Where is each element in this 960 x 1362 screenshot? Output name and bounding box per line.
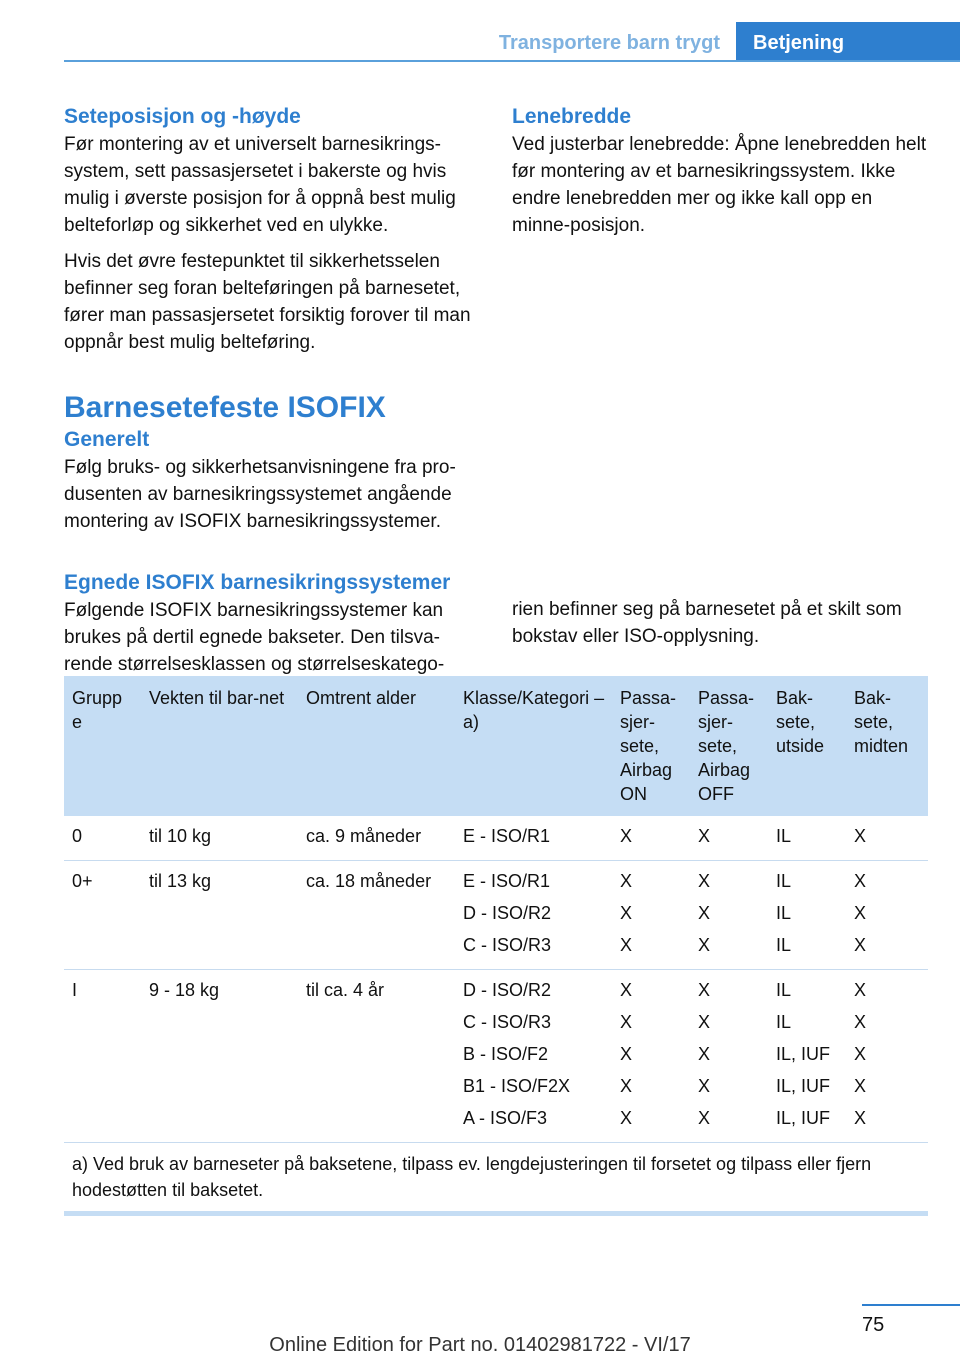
backrest-width-heading: Lenebredde <box>512 105 632 128</box>
general-heading: Generelt <box>64 428 150 451</box>
suitable-paragraph-left: Følgende ISOFIX barnesikringssystemer kan brukes på dertil egnede bakseter. Den tilsva-rende størrelsesklassen og størrelseskatego- <box>64 600 445 675</box>
table-header-cell: Bak-sete, midten <box>854 688 909 756</box>
page-number-rule <box>862 1304 960 1306</box>
table-cell: 0 <box>72 826 83 846</box>
table-cell: X <box>698 826 711 846</box>
table-header-cell: Vekten til bar-net <box>149 688 285 708</box>
suitable-isofix-heading: Egnede ISOFIX barnesikringssystemer <box>64 571 451 594</box>
general-paragraph: Følg bruks- og sikkerhetsanvisningene fra pro-dusenten av barnesikringssystemet angående montering av ISOFIX barnesikringssystemer. <box>64 457 456 532</box>
table-cell: 9 - 18 kg <box>149 980 220 1000</box>
table-header-cell: Omtrent alder <box>306 688 417 708</box>
table-header-row <box>64 676 928 816</box>
table-header-cell: Grupp e <box>72 688 123 732</box>
left-column-top <box>64 103 484 365</box>
table-cell: 0+ <box>72 871 93 891</box>
table-cell: X X X <box>698 871 711 955</box>
edition-footer: Online Edition for Part no. 01402981722 - VI/17 <box>269 1334 691 1356</box>
table-cell: til 13 kg <box>149 871 212 891</box>
suitable-paragraph-right: rien befinner seg på barnesetet på et skilt som bokstav eller ISO-opplysning. <box>512 599 902 647</box>
table-cell: X X X X X <box>854 980 867 1128</box>
table-cell: E - ISO/R1 D - ISO/R2 C - ISO/R3 <box>463 871 552 955</box>
table-cell: til ca. 4 år <box>306 980 385 1000</box>
table-cell: X X X <box>854 871 867 955</box>
table-cell: ca. 18 måneder <box>306 871 432 891</box>
table-cell: D - ISO/R2 C - ISO/R3 B - ISO/F2 B1 - ISO/F2X A - ISO/F3 <box>463 980 571 1128</box>
table-row <box>64 970 928 1143</box>
right-column-top <box>512 103 932 248</box>
table-cell: X X X X X <box>620 980 633 1128</box>
seat-position-paragraph-1: Før montering av et universelt barnesikrings-system, sett passasjersetet i bakerste og hvis mulig i øverste posisjon for å oppnå best mulig belteforløp og sikkerhet ved en ulykke. <box>64 134 456 236</box>
table-cell: IL IL IL <box>776 871 792 955</box>
table-cell: ca. 9 måneder <box>306 826 422 846</box>
table-cell: IL IL IL, IUF IL, IUF IL, IUF <box>776 980 831 1128</box>
suitable-section-right <box>512 596 932 659</box>
table-header-cell: Klasse/Kategori – a) <box>463 688 605 732</box>
table-cell: IL <box>776 826 792 846</box>
seat-position-heading: Seteposisjon og -høyde <box>64 105 301 128</box>
page-number: 75 <box>862 1314 885 1336</box>
table-footnote: a) Ved bruk av barneseter på baksetene, tilpass ev. lengdejusteringen til forsetet og tilpass eller fjern hodestøtten til baksetet. <box>64 1143 928 1216</box>
isofix-title: Barnesetefeste ISOFIX <box>64 391 386 424</box>
table-cell: X <box>620 826 633 846</box>
seat-position-paragraph-2: Hvis det øvre festepunktet til sikkerhetsselen befinner seg foran belteføringen på barnesetet, fører man passasjersetet forsiktig forover til man oppnår best mulig belteføring. <box>64 251 471 353</box>
table-cell: til 10 kg <box>149 826 212 846</box>
backrest-width-paragraph: Ved justerbar lenebredde: Åpne lenebredden helt før montering av et barnesikringssystem. Ikke endre lenebredden mer og ikke kall opp en minne-posisjon. <box>512 134 927 236</box>
header-rule <box>64 60 960 62</box>
table-row <box>64 861 928 970</box>
header-section-title: Transportere barn trygt <box>498 32 720 54</box>
suitable-section-left <box>64 569 504 687</box>
header-chapter-tab: Betjening <box>736 22 960 62</box>
table-header-cell: Passa-sjer-sete, Airbag OFF <box>698 688 755 804</box>
table-cell: X X X <box>620 871 633 955</box>
isofix-table <box>64 676 928 1216</box>
table-cell: I <box>72 980 78 1000</box>
table-header-cell: Passa-sjer-sete, Airbag ON <box>620 688 677 804</box>
table-cell: X X X X X <box>698 980 711 1128</box>
table-cell: X <box>854 826 867 846</box>
table-cell: E - ISO/R1 <box>463 826 551 846</box>
isofix-section <box>64 390 484 544</box>
table-header-cell: Bak-sete, utside <box>776 688 825 756</box>
table-row <box>64 816 928 861</box>
